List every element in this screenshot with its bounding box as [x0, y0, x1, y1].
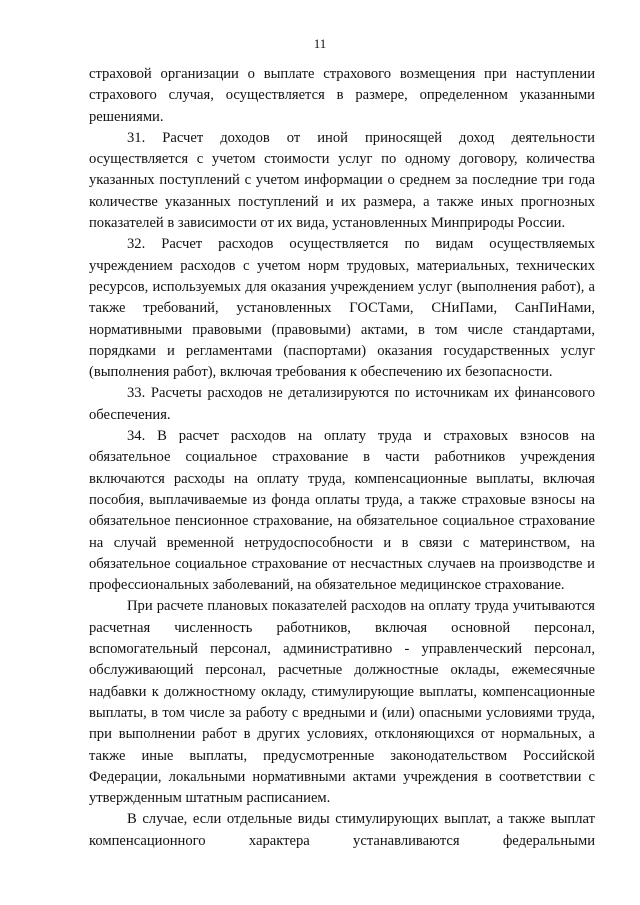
paragraph-stimulating-payments: В случае, если отдельные виды стимулирующих выплат, а также выплат компенсационного характера устанавливаются федеральными [89, 811, 595, 849]
paragraph-item-33: 33. Расчеты расходов не детализируются по источникам их финансового обеспечения. [89, 385, 595, 423]
paragraph-item-31: 31. Расчет доходов от иной приносящей доход деятельности осуществляется с учетом стоимости услуг по одному договору, количества указанных поступлений с учетом информации о среднем за последние три года количестве указанных поступлений и их размера, а также иных прогнозных показателей в зависимости от их вида, установленных Минприроды России. [89, 129, 595, 232]
paragraph-item-34: 34. В расчет расходов на оплату труда и страховых взносов на обязательное социальное страхование в части работников учреждения включаются расходы на оплату труда, компенсационные выплаты, включая пособия, выплачиваемые из фонда оплаты труда, а также страховые взносы на обязательное пенсионное страхование, на обязательное социальное страхование на случай временной нетрудоспособности и в связи с материнством, на обязательное социальное страхование от несчастных случаев на производстве и профессиональных заболеваний, на обязательное медицинское страхование. [89, 428, 595, 594]
paragraph-item-32: 32. Расчет расходов осуществляется по видам осуществляемых учреждением расходов с учетом норм трудовых, материальных, технических ресурсов, используемых для оказания учреждением услуг (выполнения работ), а также требований, установленных ГОСТами, СНиПами, СанПиНами, нормативными правовыми (правовыми) актами, в том числе стандартами, порядками и регламентами (паспортами) оказания государственных услуг (выполнения работ), включая требования к обеспечению их безопасности. [89, 236, 595, 381]
paragraph-continuation: страховой организации о выплате страхового возмещения при наступлении страхового случая, осуществляется в размере, определенном указанными решениями. [89, 66, 595, 125]
paragraph-payroll-calculation: При расчете плановых показателей расходов на оплату труда учитываются расчетная численность работников, включая основной персонал, вспомогательный персонал, административно - управленческий персонал, обслуживающий персонал, расчетные должностные оклады, ежемесячные надбавки к должностному окладу, стимулирующие выплаты, компенсационные выплаты, в том числе за работу с вредными и (или) опасными условиями труда, при выполнении работ в других условиях, отклоняющихся от нормальных, а также иные выплаты, предусмотренные законодательством Российской Федерации, локальными нормативными актами учреждения в соответствии с утвержденным штатным расписанием. [89, 598, 595, 807]
page-number: 11 [313, 36, 327, 51]
document-body [89, 64, 595, 852]
